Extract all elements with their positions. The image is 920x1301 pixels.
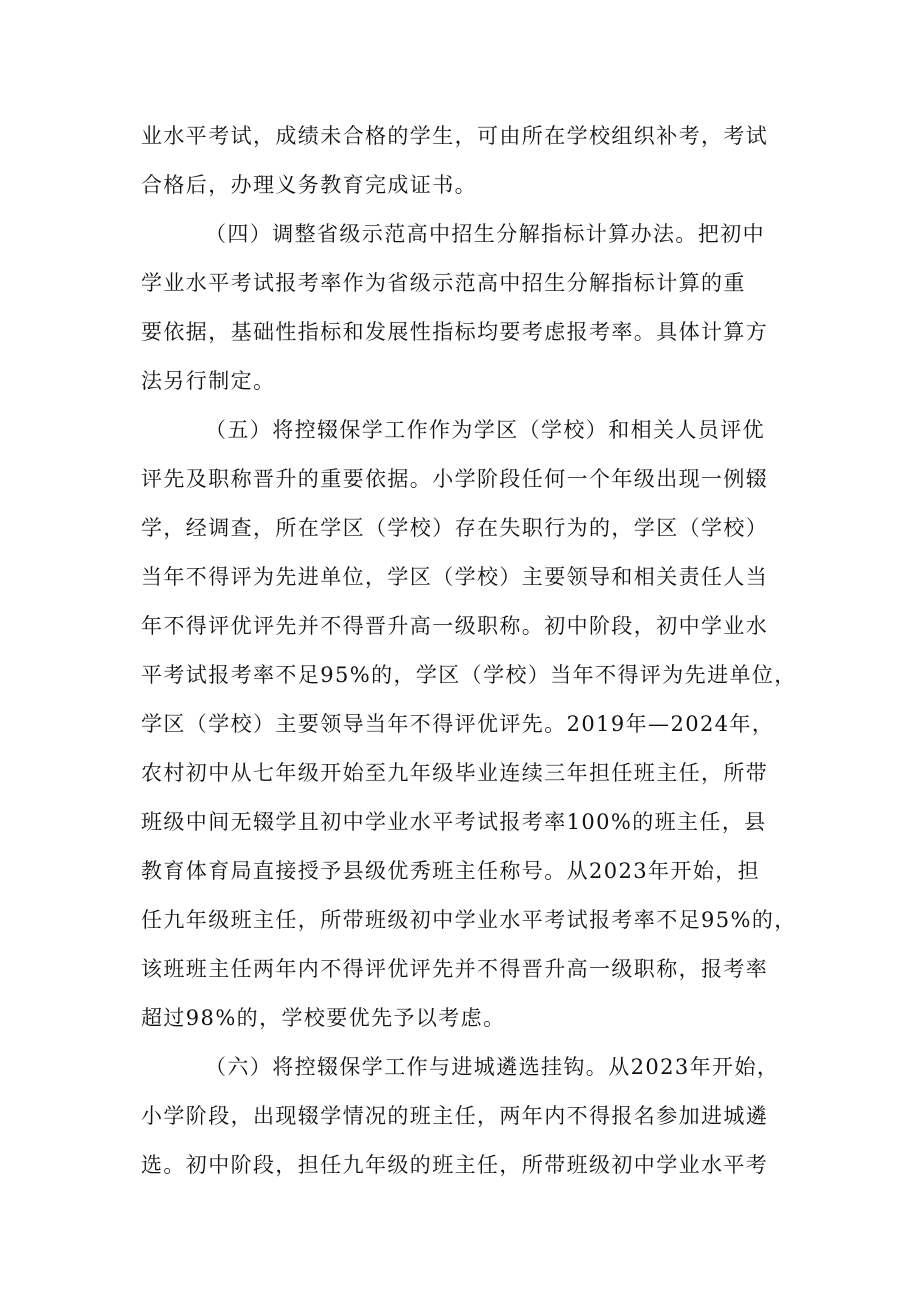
paragraph-6 [141,1043,791,1190]
text-line: 学区（学校）主要领导当年不得评优评先。2019年—2024年， [141,712,775,736]
text-line: 平考试报考率不足95%的，学区（学校）当年不得评为先进单位， [141,663,797,687]
text-line: （五）将控辍保学工作作为学区（学校）和相关人员评优 [205,418,765,442]
text-line: 学业水平考试报考率作为省级示范高中招生分解指标计算的重 [141,271,746,295]
text-line: （六）将控辍保学工作与进城遴选挂钩。从2023年开始， [205,1055,780,1079]
paragraph-4 [141,210,791,406]
paragraph-5 [141,406,797,1043]
text-line: 年不得评优评先并不得晋升高一级职称。初中阶段，初中学业水 [141,614,769,638]
text-line: 任九年级班主任，所带班级初中学业水平考试报考率不足95%的， [141,908,797,932]
text-line: 超过98%的，学校要优先予以考虑。 [141,1006,506,1030]
text-line: 小学阶段，出现辍学情况的班主任，两年内不得报名参加进城遴 [141,1104,769,1128]
text-line: 评先及职称晋升的重要依据。小学阶段任何一个年级出现一例辍 [141,467,769,491]
text-line: 法另行制定。 [141,369,276,393]
text-line: 合格后，办理义务教育完成证书。 [141,173,477,197]
text-line: 选。初中阶段，担任九年级的班主任，所带班级初中学业水平考 [141,1153,769,1177]
text-line: 当年不得评为先进单位，学区（学校）主要领导和相关责任人当 [141,565,769,589]
document-body [141,112,797,1190]
text-line: 要依据，基础性指标和发展性指标均要考虑报考率。具体计算方 [141,320,769,344]
text-line: （四）调整省级示范高中招生分解指标计算办法。把初中 [205,222,765,246]
text-line: 教育体育局直接授予县级优秀班主任称号。从2023年开始，担 [141,859,761,883]
text-line: 班级中间无辍学且初中学业水平考试报考率100%的班主任，县 [141,810,767,834]
text-line: 该班班主任两年内不得评优评先并不得晋升高一级职称，报考率 [141,957,769,981]
paragraph-continued [141,112,791,210]
text-line: 农村初中从七年级开始至九年级毕业连续三年担任班主任，所带 [141,761,769,785]
text-line: 学，经调查，所在学区（学校）存在失职行为的，学区（学校） [141,516,769,540]
text-line: 业水平考试，成绩未合格的学生，可由所在学校组织补考，考试 [141,124,769,148]
